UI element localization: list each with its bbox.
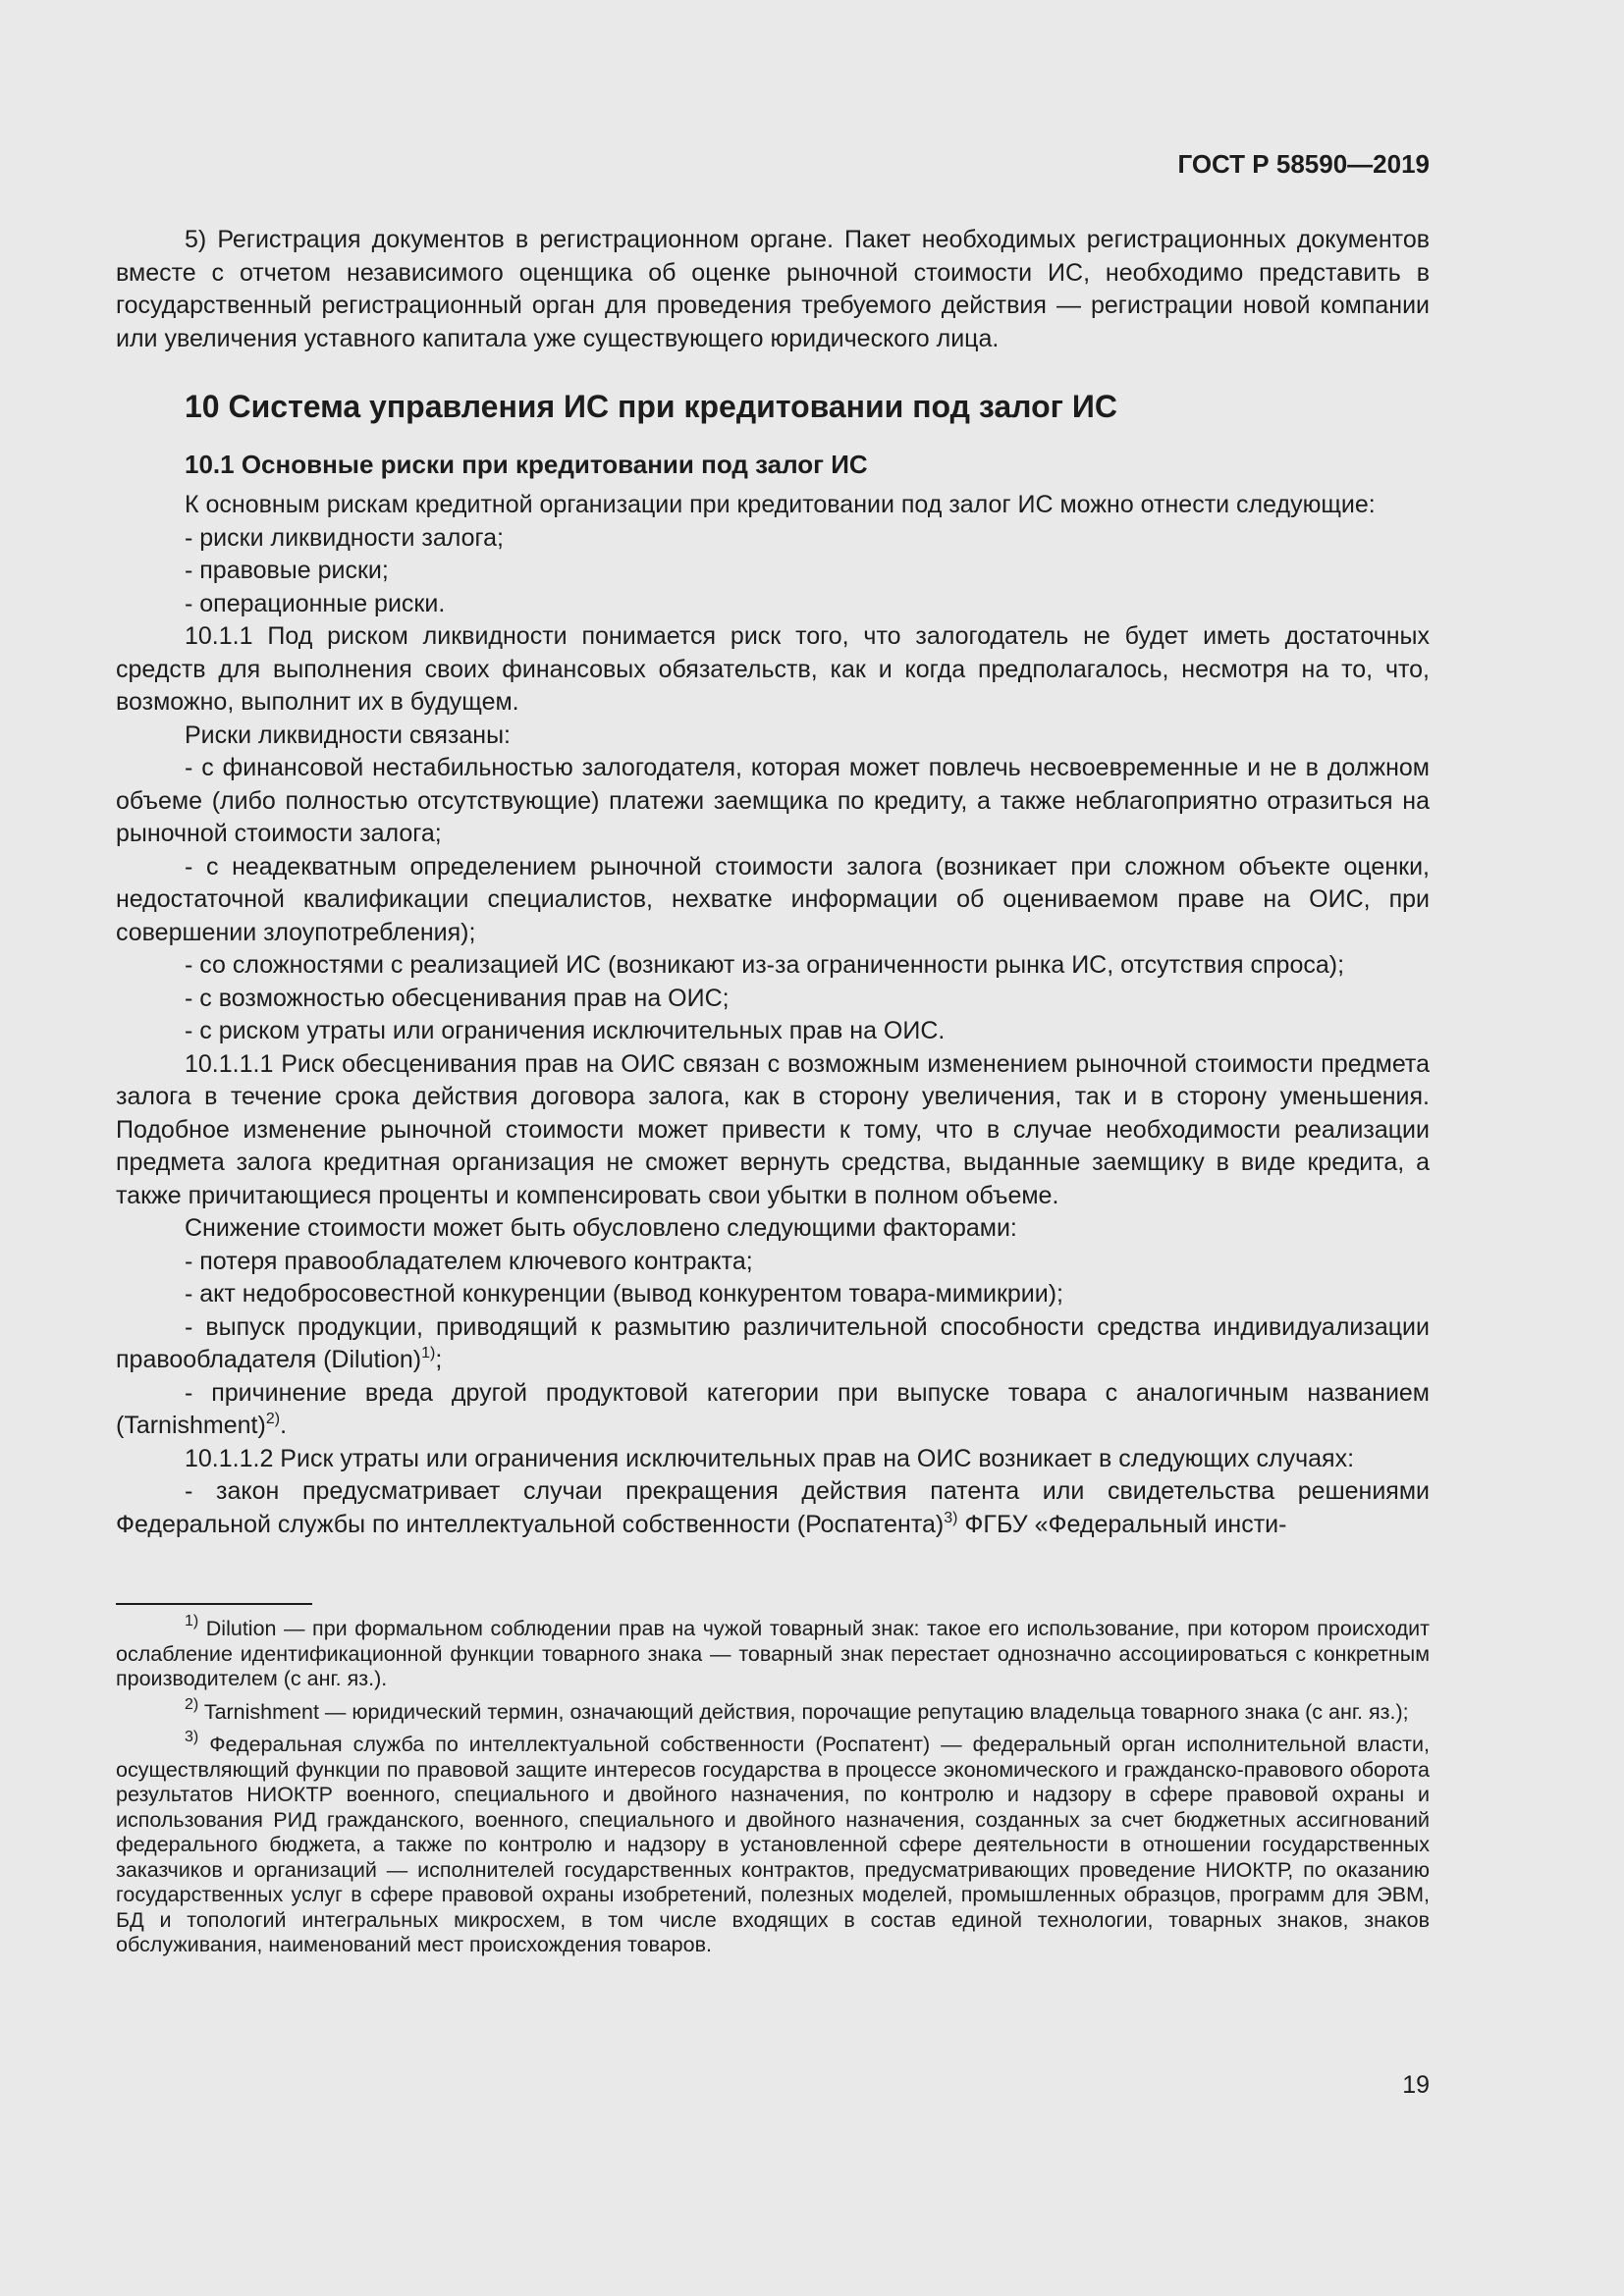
list-item-liquidity-risk: - риски ликвидности залога; — [185, 523, 504, 552]
list-item-realization-difficulties: - со сложностями с реализацией ИС (возникают из-за ограниченности рынка ИС, отсутствия спроса); — [185, 951, 1345, 979]
list-item-loss-of-rights: - с риском утраты или ограничения исключительных прав на ОИС. — [185, 1017, 946, 1044]
paragraph-step-5: 5) Регистрация документов в регистрационном органе. Пакет необходимых регистрационных документов вместе с отчетом независимого оценщика об оценке рыночной стоимости ИС, необходимо представить в государственный регистрационный орган для проведения требуемого действия — регистрации новой компании или увеличения уставного капитала уже существующего юридического лица. — [116, 226, 1430, 352]
patent-termination-text-end: ФГБУ «Федеральный инсти- — [957, 1510, 1287, 1538]
tarnishment-text: - причинение вреда другой продуктовой категории при выпуске товара с аналогичным названием (Tarnishment) — [116, 1378, 1430, 1439]
dilution-text-end: ; — [435, 1346, 443, 1373]
footnotes — [116, 1603, 1430, 1966]
footnote-text-1: Dilution — при формальном соблюдении прав на чужой товарный знак: такое его использование, при котором происходит ослабление идентификационной функции товарного знака — товарный знак перестает однозначно ассоциироваться с конкретным производителем (с анг. яз.). — [116, 1617, 1430, 1690]
footnote-3 — [116, 1729, 1430, 1958]
list-item-dilution — [116, 1311, 1430, 1377]
footnote-ref-2: 2) — [265, 1411, 281, 1427]
paragraph-10-1-1-2: 10.1.1.2 Риск утраты или ограничения исключительных прав на ОИС возникает в следующих случаях: — [185, 1444, 1355, 1472]
list-item-patent-termination — [116, 1475, 1430, 1541]
main-text — [116, 224, 1430, 1541]
footnote-mark-1: 1) — [185, 1613, 199, 1629]
footnote-ref-1: 1) — [421, 1345, 436, 1362]
list-item-inadequate-valuation: - с неадекватным определением рыночной стоимости залога (возникает при сложном объекте оценки, недостаточной квалификации специалистов, нехватке информации об оцениваемом праве на ОИС, при совершении злоупотребления); — [116, 852, 1430, 946]
paragraph-value-decline: Снижение стоимости может быть обусловлено следующими факторами: — [185, 1214, 1017, 1242]
list-item-operational-risk: - операционные риски. — [185, 589, 446, 617]
dilution-text: - выпуск продукции, приводящий к размытию различительной способности средства индивидуализации правообладателя (Dilution) — [116, 1312, 1430, 1373]
footnote-divider — [116, 1603, 312, 1605]
section-10-heading: 10 Система управления ИС при кредитовании под залог ИС — [185, 389, 1117, 424]
list-item-tarnishment — [116, 1377, 1430, 1443]
paragraph-liquidity-related: Риски ликвидности связаны: — [185, 721, 512, 749]
patent-termination-text: - закон предусматривает случаи прекращения действия патента или свидетельства решениями Федеральной службы по интеллектуальной собственности (Роспатента) — [116, 1477, 1430, 1538]
footnote-mark-3: 3) — [185, 1729, 199, 1745]
footnote-text-3: Федеральная служба по интеллектуальной собственности (Роспатент) — федеральный орган исполнительной власти, осуществляющий функции по правовой защите интересов государства в процессе экономического и гражданско-правового оборота результатов НИОКТР военного, специального и двойного назначения, по контролю и надзору в сфере правовой охраны и использования РИД гражданского, военного, специального и двойного назначения, созданных за счет бюджетных ассигнований федерального бюджета, а также по контролю и надзору в установленной сфере деятельности в отношении государственных заказчиков и организаций — исполнителей государственных контрактов, предусматривающих проведение НИОКТР, по оказанию государственных услуг в сфере правовой охраны изобретений, полезных моделей, промышленных образцов, программ для ЭВМ, БД и топологий интегральных микросхем, в том числе входящих в состав единой технологии, товарных знаков, знаков обслуживания, наименований мест происхождения товаров. — [116, 1733, 1430, 1956]
paragraph-10-1-1: 10.1.1 Под риском ликвидности понимается риск того, что залогодатель не будет иметь достаточных средств для выполнения своих финансовых обязательств, как и когда предполагалось, несмотря на то, что, возможно, выполнит их в будущем. — [116, 622, 1430, 716]
footnote-1 — [116, 1613, 1430, 1692]
section-10-1-heading: 10.1 Основные риски при кредитовании под залог ИС — [185, 450, 868, 479]
list-item-key-contract-loss: - потеря правообладателем ключевого контракта; — [185, 1247, 753, 1275]
list-item-depreciation: - с возможностью обесценивания прав на ОИС; — [185, 984, 730, 1012]
footnote-mark-2: 2) — [185, 1695, 199, 1713]
standard-identifier: ГОСТ Р 58590—2019 — [1177, 149, 1430, 179]
footnote-ref-3: 3) — [944, 1509, 958, 1526]
list-item-unfair-competition: - акт недобросовестной конкуренции (вывод конкурентом товара-мимикрии); — [185, 1280, 1064, 1308]
page-number: 19 — [1402, 2071, 1430, 2099]
tarnishment-text-end: . — [280, 1412, 288, 1439]
list-item-financial-instability: - с финансовой нестабильностью залогодателя, которая может повлечь несвоевременные и не в должном объеме (либо полностью отсутствующие) платежи заемщика по кредиту, а также неблагоприятно отразиться на рыночной стоимости залога; — [116, 754, 1430, 847]
footnote-2 — [116, 1695, 1430, 1726]
list-item-legal-risk: - правовые риски; — [185, 557, 389, 584]
footnote-text-2: Tarnishment — юридический термин, означающий действия, порочащие репутацию владельца товарного знака (с анг. яз.); — [198, 1699, 1409, 1724]
paragraph-10-1-1-1: 10.1.1.1 Риск обесценивания прав на ОИС связан с возможным изменением рыночной стоимости предмета залога в течение срока действия договора залога, как в сторону увеличения, так и в сторону уменьшения. Подобное изменение рыночной стоимости может привести к тому, что в случае необходимости реализации предмета залога кредитная организация не сможет вернуть средства, выданные заемщику в виде кредита, а также причитающиеся проценты и компенсировать свои убытки в полном объеме. — [116, 1049, 1430, 1209]
paragraph-risks-intro: К основным рискам кредитной организации при кредитовании под залог ИС можно отнести следующие: — [185, 491, 1376, 518]
